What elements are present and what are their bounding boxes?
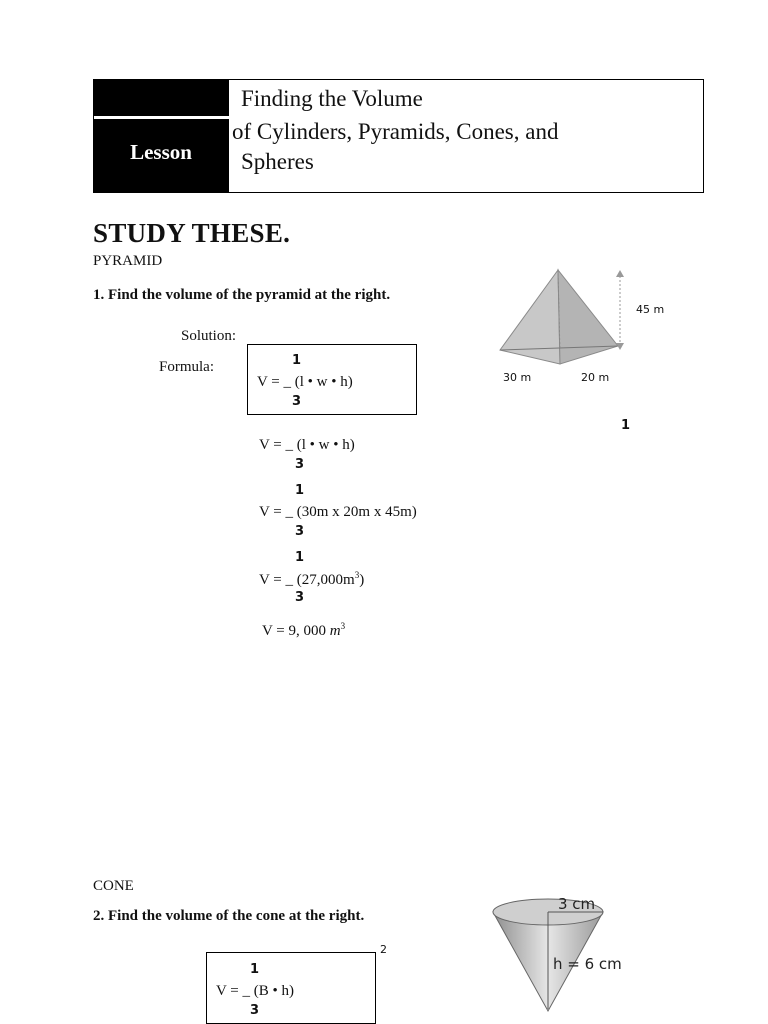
pyramid-step-3-expr-text: V = _ (27,000m: [259, 572, 355, 588]
pyramid-result-text: V = 9, 000: [262, 623, 330, 639]
cone-radius-label: 3 cm: [558, 895, 596, 913]
pyramid-step-3-denominator: 3: [295, 590, 305, 605]
lesson-title-line-1: Finding the Volume: [241, 86, 423, 111]
cone-height-label: h = 6 cm: [553, 955, 622, 973]
pyramid-step-2-numerator: 1: [295, 483, 305, 498]
stray-mark: 1: [621, 418, 631, 433]
pyramid-length-label: 30 m: [503, 371, 532, 384]
lesson-title-line-2: of Cylinders, Pyramids, Cones, and: [232, 119, 559, 144]
pyramid-result-unit: m: [329, 623, 341, 639]
pyramid-question: 1. Find the volume of the pyramid at the right.: [93, 287, 391, 303]
cone-formula-denominator: 3: [250, 1003, 260, 1018]
pyramid-step-1-denominator: 3: [295, 457, 305, 472]
lesson-title-line-3: Spheres: [241, 149, 314, 174]
cone-formula-expression: V = _ (B • h): [216, 983, 295, 999]
pyramid-result-sup: 3: [340, 621, 346, 631]
pyramid-height-label: 45 m: [636, 303, 665, 316]
formula-label: Formula:: [159, 359, 214, 375]
cone-formula-numerator: 1: [250, 962, 260, 977]
pyramid-section-label: PYRAMID: [93, 253, 163, 269]
cone-question: 2. Find the volume of the cone at the right.: [93, 908, 365, 924]
pyramid-step-1-expression: V = _ (l • w • h): [259, 437, 355, 453]
pyramid-result: [262, 621, 345, 640]
lesson-label: Lesson: [130, 140, 192, 164]
pyramid-formula-expression: V = _ (l • w • h): [257, 374, 353, 390]
pyramid-step-3-sup: 3: [354, 570, 360, 580]
pyramid-step-3-numerator: 1: [295, 550, 305, 565]
pyramid-step-3-tail: ): [359, 572, 365, 588]
lesson-header-black-top: [93, 79, 229, 116]
pyramid-step-2-denominator: 3: [295, 524, 305, 539]
height-arrow-up: [616, 270, 624, 277]
pyramid-right-face: [558, 270, 618, 364]
pyramid-formula-numerator: 1: [292, 353, 302, 368]
pyramid-formula-denominator: 3: [292, 394, 302, 409]
pyramid-step-2-expression: V = _ (30m x 20m x 45m): [259, 504, 417, 520]
solution-label: Solution:: [181, 328, 237, 344]
cone-superscript-mark: 2: [380, 943, 387, 956]
pyramid-figure: [490, 262, 640, 372]
pyramid-step-3-expression: [259, 570, 364, 589]
pyramid-width-label: 20 m: [581, 371, 610, 384]
study-heading: STUDY THESE.: [93, 218, 291, 248]
cone-section-label: CONE: [93, 878, 134, 894]
